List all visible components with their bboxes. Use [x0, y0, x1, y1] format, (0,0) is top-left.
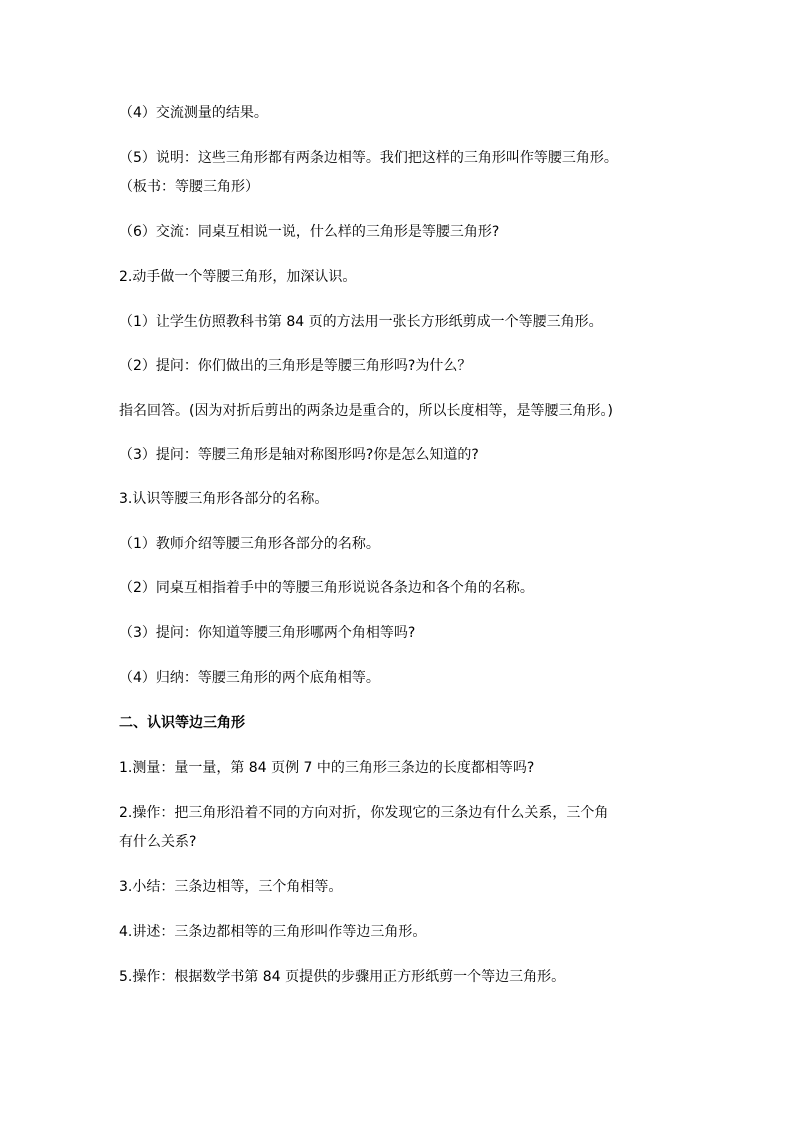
paragraph-make-step-1: （1）让学生仿照教科书第 84 页的方法用一张长方形纸剪成一个等腰三角形。	[119, 314, 603, 330]
paragraph-parts-step-3: （3）提问：你知道等腰三角形哪两个角相等吗?	[119, 625, 416, 641]
paragraph-equilateral-item-1: 1.测量：量一量，第 84 页例 7 中的三角形三条边的长度都相等吗?	[119, 760, 535, 776]
paragraph-answer-note: 指名回答。(因为对折后剪出的两条边是重合的，所以长度相等，是等腰三角形。)	[119, 403, 613, 419]
paragraph-parts-step-4: （4）归纳：等腰三角形的两个底角相等。	[119, 670, 380, 686]
paragraph-equilateral-item-5: 5.操作：根据数学书第 84 页提供的步骤用正方形纸剪一个等边三角形。	[119, 969, 566, 985]
paragraph-equilateral-item-3: 3.小结：三条边相等，三个角相等。	[119, 879, 343, 895]
paragraph-equilateral-item-4: 4.讲述：三条边都相等的三角形叫作等边三角形。	[119, 924, 427, 940]
paragraph-step-4-exchange: （4）交流测量的结果。	[119, 105, 268, 121]
section-item-3: 3.认识等腰三角形各部分的名称。	[119, 491, 329, 507]
paragraph-equilateral-item-2-line-2: 有什么关系?	[119, 834, 197, 850]
paragraph-parts-step-1: （1）教师介绍等腰三角形各部分的名称。	[119, 536, 380, 552]
paragraph-step-6-discussion: （6）交流：同桌互相说一说，什么样的三角形是等腰三角形?	[119, 224, 500, 240]
section-item-2: 2.动手做一个等腰三角形，加深认识。	[119, 269, 357, 285]
paragraph-make-step-3: （3）提问：等腰三角形是轴对称图形吗?你是怎么知道的?	[119, 447, 479, 463]
paragraph-step-5-explanation: （5）说明：这些三角形都有两条边相等。我们把这样的三角形叫作等腰三角形。	[119, 150, 618, 166]
paragraph-board-note: （板书：等腰三角形）	[119, 179, 259, 195]
paragraph-make-step-2: （2）提问：你们做出的三角形是等腰三角形吗?为什么？	[119, 358, 472, 374]
paragraph-equilateral-item-2-line-1: 2.操作：把三角形沿着不同的方向对折，你发现它的三条边有什么关系，三个角	[119, 805, 609, 821]
section-heading-equilateral: 二、认识等边三角形	[119, 715, 245, 731]
paragraph-parts-step-2: （2）同桌互相指着手中的等腰三角形说说各条边和各个角的名称。	[119, 580, 534, 596]
